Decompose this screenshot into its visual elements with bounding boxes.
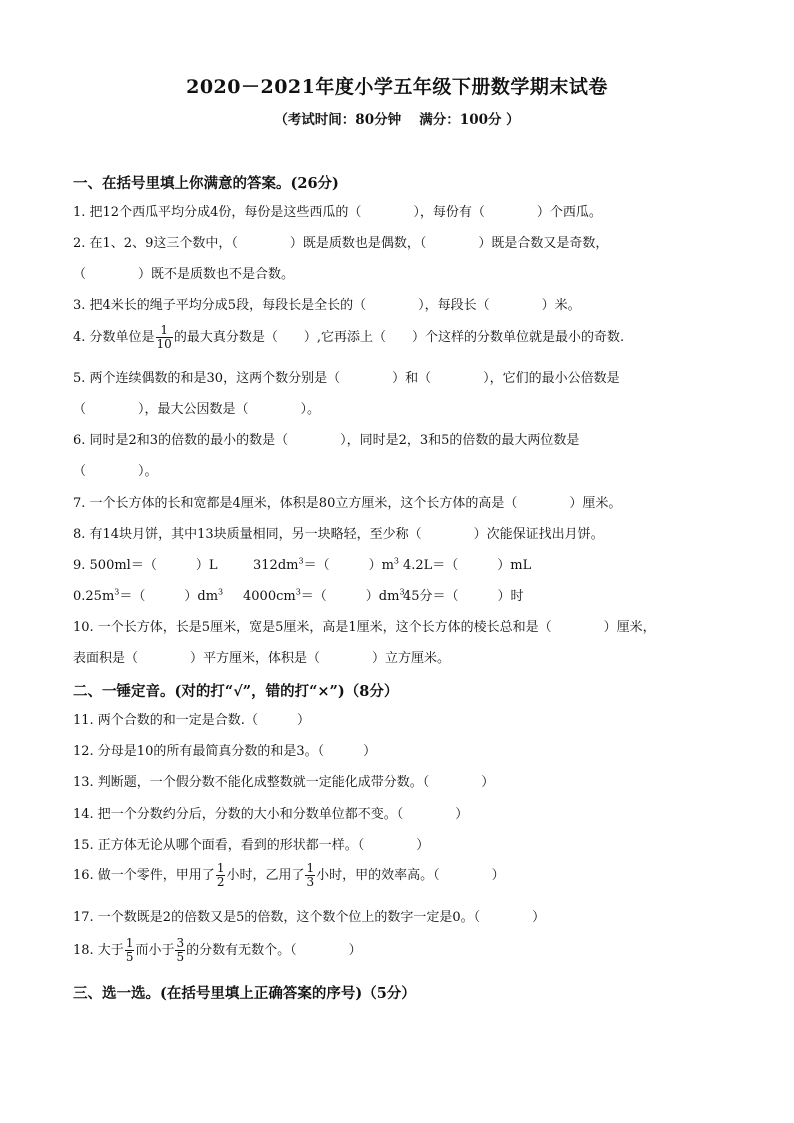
question-14: 14. 把一个分数约分后，分数的大小和分数单位都不变。（ ） [73, 807, 469, 822]
q9-unit-dm3 [253, 556, 403, 576]
fraction-numerator: 1 [125, 936, 134, 950]
section-2-heading: 二、一锤定音。(对的打“√”，错的打“×”)（8分） [73, 683, 399, 700]
fraction-numerator: 1 [306, 861, 315, 875]
fraction-1-3 [305, 862, 315, 889]
question-4 [73, 324, 624, 351]
fraction-numerator: 1 [216, 861, 225, 875]
section-1-heading: 一、在括号里填上你满意的答案。(26分) [73, 175, 339, 192]
fraction-denominator: 5 [176, 950, 185, 964]
fraction-1-10 [156, 324, 173, 351]
q9-m3-blank: ＝（ ）m [303, 558, 394, 573]
question-16-prefix: 16. 做一个零件，甲用了 [73, 868, 215, 883]
q9-cm3-value: 4000cm [243, 589, 296, 604]
q9-m3-value: 0.25m [73, 589, 115, 604]
cubic-superscript: 3 [298, 556, 304, 566]
question-6-line-2: （ ）。 [73, 464, 158, 479]
question-18 [73, 937, 362, 964]
question-12: 12. 分母是10的所有最简真分数的和是3。（ ） [73, 744, 377, 759]
page-subtitle: （考试时间：80分钟 满分：100分 ） [274, 112, 520, 128]
question-18-middle: 而小于 [135, 943, 175, 958]
question-16-middle: 小时，乙用了 [226, 868, 305, 883]
fraction-denominator: 3 [306, 875, 315, 889]
fraction-1-5 [125, 937, 135, 964]
page-title: 2020－2021年度小学五年级下册数学期末试卷 [186, 76, 608, 98]
question-3: 3. 把4米长的绳子平均分成5段，每段长是全长的（ ），每段长（ ）米。 [73, 298, 581, 313]
question-13: 13. 判断题，一个假分数不能化成整数就一定能化成带分数。（ ） [73, 775, 495, 790]
question-18-prefix: 18. 大于 [73, 943, 124, 958]
fraction-numerator: 1 [160, 323, 168, 337]
q9-unit-ml: 9. 500ml＝（ ）L [73, 558, 218, 573]
fraction-1-2 [216, 862, 226, 889]
cubic-superscript: 3 [399, 587, 405, 597]
fraction-denominator: 2 [216, 875, 225, 889]
question-2-line-1: 2. 在1、2、9这三个数中，（ ）既是质数也是偶数，（ ）既是合数又是奇数， [73, 236, 609, 251]
cubic-superscript: 3 [114, 587, 120, 597]
fraction-numerator: 3 [176, 936, 185, 950]
question-1: 1. 把12个西瓜平均分成4份，每份是这些西瓜的（ ），每份有（ ）个西瓜。 [73, 205, 602, 220]
q9-unit-m3 [73, 587, 243, 607]
fraction-3-5 [175, 937, 185, 964]
question-2-line-2: （ ）既不是质数也不是合数。 [73, 267, 295, 282]
fraction-denominator: 5 [125, 950, 134, 964]
section-3-heading: 三、选一选。(在括号里填上正确答案的序号)（5分） [73, 985, 416, 1002]
cubic-superscript: 3 [393, 556, 399, 566]
q9-unit-hour: 45分＝（ ）时 [403, 589, 524, 604]
question-10-line-1: 10. 一个长方体，长是5厘米，宽是5厘米，高是1厘米，这个长方体的棱长总和是（ ）厘米， [73, 620, 656, 635]
question-6-line-1: 6. 同时是2和3的倍数的最小的数是（ ），同时是2，3和5的倍数的最大两位数是 [73, 433, 580, 448]
question-5-line-2: （ ），最大公因数是（ ）。 [73, 402, 321, 417]
cubic-superscript: 3 [218, 587, 224, 597]
q9-dm3-value: 312dm [253, 558, 299, 573]
question-10-line-2: 表面积是（ ）平方厘米，体积是（ ）立方厘米。 [73, 651, 451, 666]
q9-unit-cm3 [243, 587, 403, 607]
question-4-prefix: 4. 分数单位是 [73, 330, 155, 345]
q9-dm3-blank-2: ＝（ ）dm [300, 589, 400, 604]
q9-dm3-blank: ＝（ ）dm [119, 589, 219, 604]
fraction-denominator: 10 [156, 337, 172, 351]
question-18-suffix: 的分数有无数个。（ ） [186, 943, 362, 958]
question-11: 11. 两个合数的和一定是合数.（ ） [73, 713, 310, 728]
q9-unit-l: 4.2L＝（ ）mL [403, 558, 532, 573]
question-8: 8. 有14块月饼，其中13块质量相同，另一块略轻，至少称（ ）次能保证找出月饼。 [73, 527, 604, 542]
question-16 [73, 862, 505, 889]
question-16-suffix: 小时，甲的效率高。（ ） [316, 868, 505, 883]
question-15: 15. 正方体无论从哪个面看，看到的形状都一样。（ ） [73, 838, 430, 853]
question-4-suffix: 的最大真分数是（ ）,它再添上（ ）个这样的分数单位就是最小的奇数. [173, 330, 625, 345]
question-7: 7. 一个长方体的长和宽都是4厘米，体积是80立方厘米，这个长方体的高是（ ）厘米。 [73, 496, 622, 511]
question-5-line-1: 5. 两个连续偶数的和是30，这两个数分别是（ ）和（ ），它们的最小公倍数是 [73, 371, 620, 386]
question-9-line-2 [73, 587, 524, 607]
question-17: 17. 一个数既是2的倍数又是5的倍数，这个数个位上的数字一定是0。（ ） [73, 910, 546, 925]
cubic-superscript: 3 [295, 587, 301, 597]
question-9-line-1 [73, 556, 531, 576]
